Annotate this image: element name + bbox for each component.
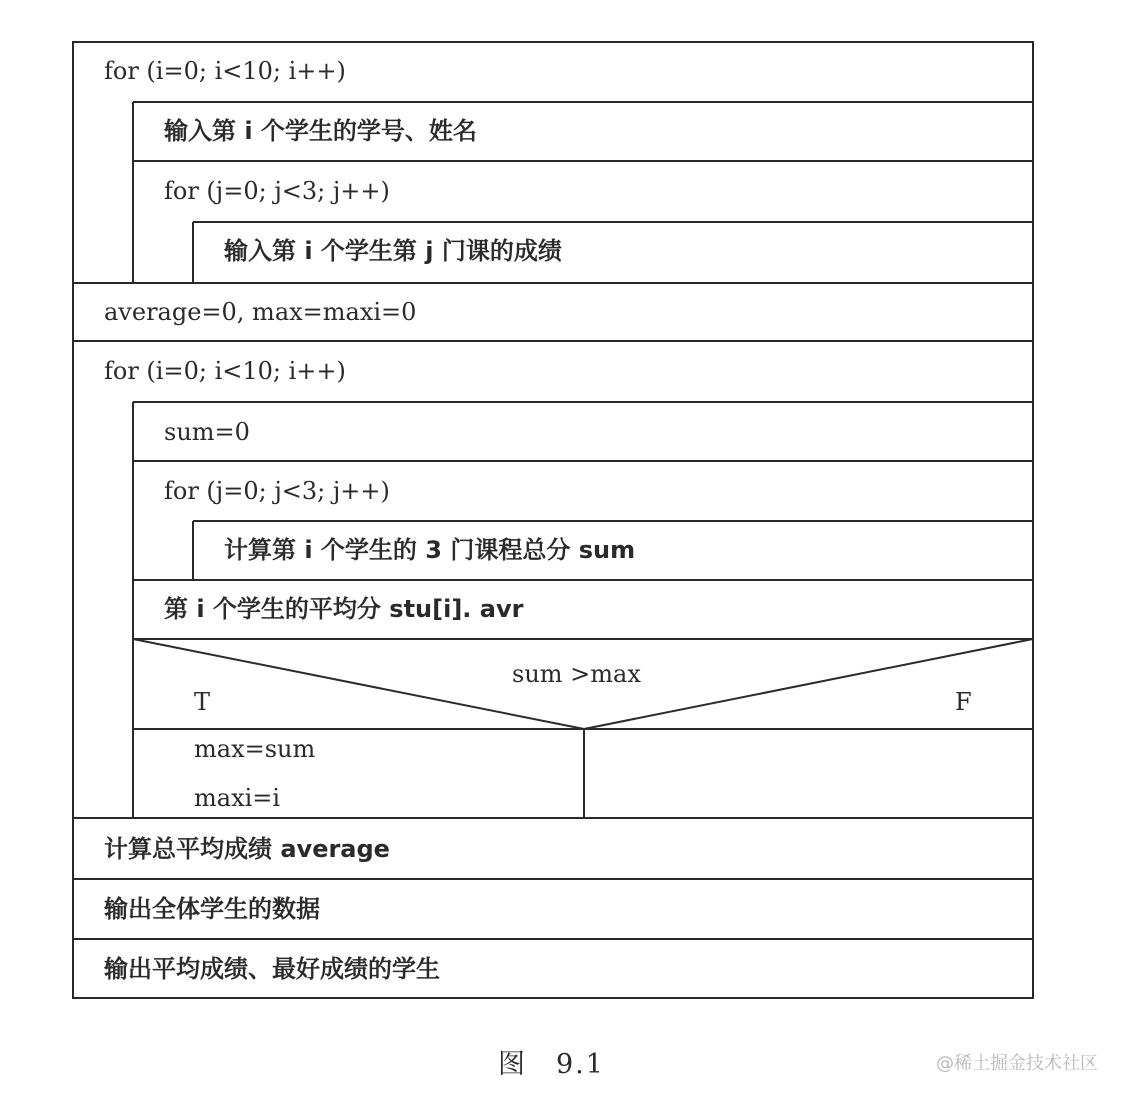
init-label: average=0, max=maxi=0 [104, 298, 417, 326]
assign-max-label: max=sum [194, 735, 316, 763]
input-score-label: 输入第 i 个学生第 j 门课的成绩 [224, 237, 562, 265]
output-all-label: 输出全体学生的数据 [104, 895, 320, 923]
calc-average-label: 计算总平均成绩 average [104, 835, 390, 863]
condition-label: sum >max [512, 660, 641, 688]
student-avg-label: 第 i 个学生的平均分 stu[i]. avr [164, 595, 524, 623]
sum-init-label: sum=0 [164, 418, 250, 446]
inner-for-input-label: for (j=0; j<3; j++) [164, 177, 390, 205]
false-branch-label: F [955, 688, 972, 716]
inner-for-calc-label: for (j=0; j<3; j++) [164, 477, 390, 505]
true-branch-label: T [194, 688, 211, 716]
outer-for-calc-label: for (i=0; i<10; i++) [104, 357, 346, 385]
output-best-label: 输出平均成绩、最好成绩的学生 [104, 955, 440, 983]
figure-caption: 图 9.1 [498, 1049, 605, 1080]
assign-maxi-label: maxi=i [194, 784, 281, 812]
input-id-name-label: 输入第 i 个学生的学号、姓名 [164, 117, 477, 145]
watermark: @稀土掘金技术社区 [936, 1053, 1098, 1074]
calc-sum-label: 计算第 i 个学生的 3 门课程总分 sum [224, 536, 636, 564]
outer-for-input-label: for (i=0; i<10; i++) [104, 57, 346, 85]
